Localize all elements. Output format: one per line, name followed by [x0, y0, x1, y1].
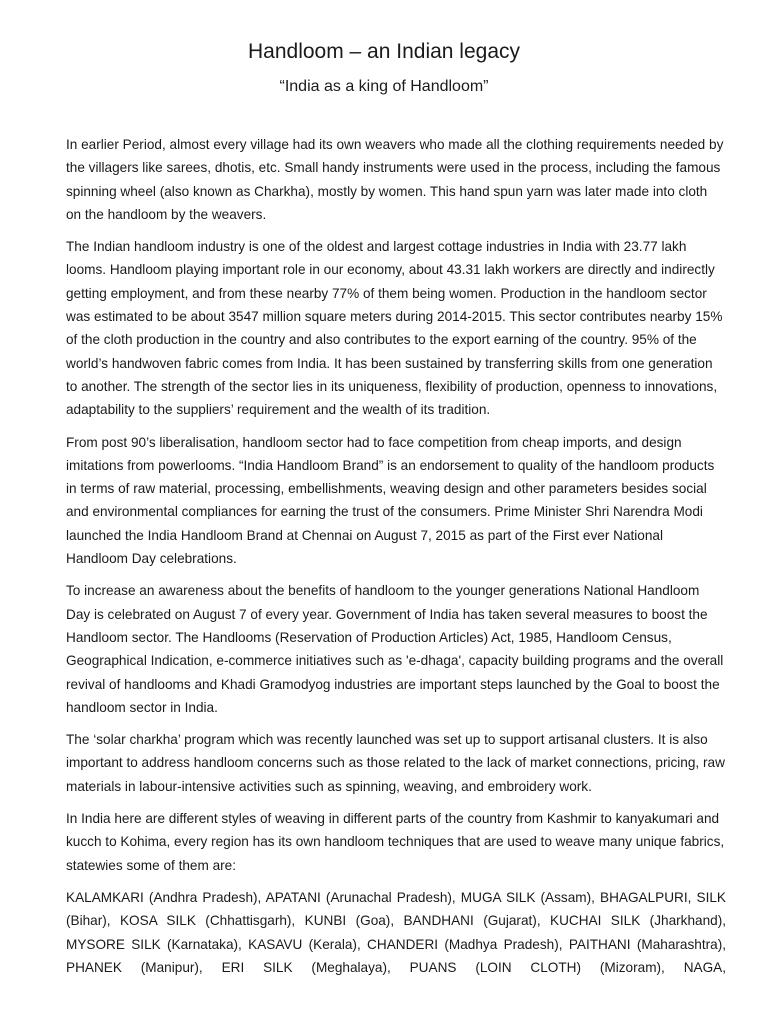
paragraph-statewise-fabrics: KALAMKARI (Andhra Pradesh), APATANI (Arunachal Pradesh), MUGA SILK (Assam), BHAGALPURI, SILK (Bihar), KOSA SILK (Chhattisgarh), KUNBI (Goa), BANDHANI (Gujarat), KUCHAI SILK (Jharkhand), MYSORE SILK (Karnataka), KASAVU (Kerala), CHANDERI (Madhya Pradesh), PAITHANI (Maharashtra), PHANEK (Manipur), ERI SILK (Meghalaya), PUANS (LOIN CLOTH) (Mizoram), NAGA,: [66, 889, 726, 975]
paragraph-weaving-styles: In India here are different styles of weaving in different parts of the country from Kashmir to kanyakumari and kucch to Kohima, every region has its own handloom techniques that are used to weave many unique fabrics, statewies some of them are:: [66, 811, 725, 873]
document-subtitle: “India as a king of Handloom”: [279, 78, 489, 95]
paragraph-handloom-industry: The Indian handloom industry is one of the oldest and largest cottage industries in India with 23.77 lakh looms. Handloom playing important role in our economy, about 43.31 lakh workers are directly and indirectly getting employment, and from these nearby 77% of them being women. Production in the handloom sector was estimated to be about 3547 million square meters during 2014-2015. This sector contributes nearby 15% of the cloth production in the country and also contributes to the export earning of the country. 95% of the world’s handwoven fabric comes from India. It has been sustained by transferring skills from one generation to another. The strength of the sector lies in its uniqueness, flexibility of production, openness to innovations, adaptability to the suppliers’ requirement and the wealth of its tradition.: [66, 239, 723, 418]
document-body: [66, 133, 726, 988]
paragraph-national-handloom-day: To increase an awareness about the benefits of handloom to the younger generations National Handloom Day is celebrated on August 7 of every year. Government of India has taken several measures to boost the Handloom sector. The Handlooms (Reservation of Production Articles) Act, 1985, Handloom Census, Geographical Indication, e-commerce initiatives such as 'e-dhaga', capacity building programs and the overall revival of handlooms and Khadi Gramodyog industries are important steps launched by the Goal to boost the handloom sector in India.: [66, 583, 724, 715]
document-title: Handloom – an Indian legacy: [247, 40, 520, 63]
paragraph-india-handloom-brand: From post 90’s liberalisation, handloom sector had to face competition from cheap imports, and design imitations from powerlooms. “India Handloom Brand” is an endorsement to quality of the handloom products in terms of raw material, processing, embellishments, weaving design and other parameters besides social and environmental compliances for earning the trust of the consumers. Prime Minister Shri Narendra Modi launched the India Handloom Brand at Chennai on August 7, 2015 as part of the First ever National Handloom Day celebrations.: [66, 434, 715, 567]
paragraph-village-weavers: In earlier Period, almost every village had its own weavers who made all the clothing requirements needed by the villagers like sarees, dhotis, etc. Small handy instruments were used in the process, including the famous spinning wheel (also known as Charkha), mostly by women. This hand spun yarn was later made into cloth on the handloom by the weavers.: [66, 137, 724, 222]
paragraph-solar-charkha: The ‘solar charkha’ program which was recently launched was set up to support artisanal clusters. It is also important to address handloom concerns such as those related to the lack of market connections, pricing, raw materials in labour-intensive activities such as spinning, weaving, and embroidery work.: [66, 732, 725, 794]
